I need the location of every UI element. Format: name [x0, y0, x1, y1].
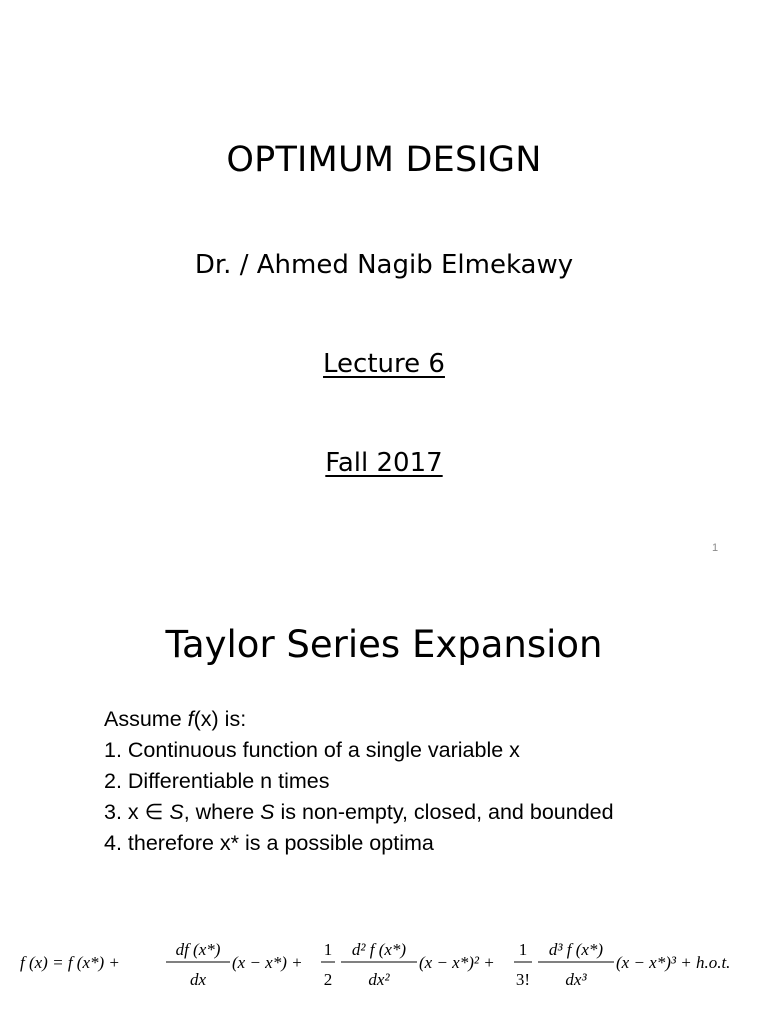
term2-tail: (x − x*)² +: [419, 953, 495, 972]
assumption-item-1: 1. Continuous function of a single variable x: [104, 738, 520, 762]
assumption-item-4: 4. therefore x* is a possible optima: [104, 831, 434, 855]
term3-coef-denominator: 3!: [515, 970, 531, 989]
assumption-item-3: 3. x ∈ S, where S is non-empty, closed, and bounded: [104, 800, 614, 824]
lecture-number: [0, 349, 768, 379]
formula-lhs: f (x) = f (x*) +: [20, 953, 120, 972]
term3-coef-numerator: 1: [518, 940, 528, 959]
slide-2: [0, 576, 768, 1024]
lecture-label: Lecture 6: [323, 349, 445, 379]
term2-coef-denominator: 2: [323, 970, 333, 989]
author-name: Dr. / Ahmed Nagib Elmekawy: [194, 250, 574, 280]
page-number: 1: [712, 542, 719, 554]
assumption-intro: Assume f(x) is:: [104, 707, 247, 731]
slide-title: OPTIMUM DESIGN: [226, 140, 542, 180]
slide-2-title: Taylor Series Expansion: [165, 623, 603, 666]
term: [0, 448, 768, 478]
term-label: Fall 2017: [325, 448, 443, 478]
term2-deriv-numerator: d² f (x*): [351, 940, 407, 959]
term3-deriv-numerator: d³ f (x*): [548, 940, 604, 959]
term3-deriv-denominator: dx³: [565, 970, 587, 989]
term1-denominator: dx: [189, 970, 207, 989]
term2-deriv-denominator: dx²: [368, 970, 390, 989]
term3-tail: (x − x*)³ + h.o.t.: [616, 953, 731, 972]
term1-tail: (x − x*) +: [232, 953, 303, 972]
taylor-formula: [18, 932, 763, 996]
term1-numerator: df (x*): [175, 940, 221, 959]
assumption-list: [104, 704, 614, 859]
assumption-item-2: 2. Differentiable n times: [104, 769, 330, 793]
term2-coef-numerator: 1: [323, 940, 333, 959]
